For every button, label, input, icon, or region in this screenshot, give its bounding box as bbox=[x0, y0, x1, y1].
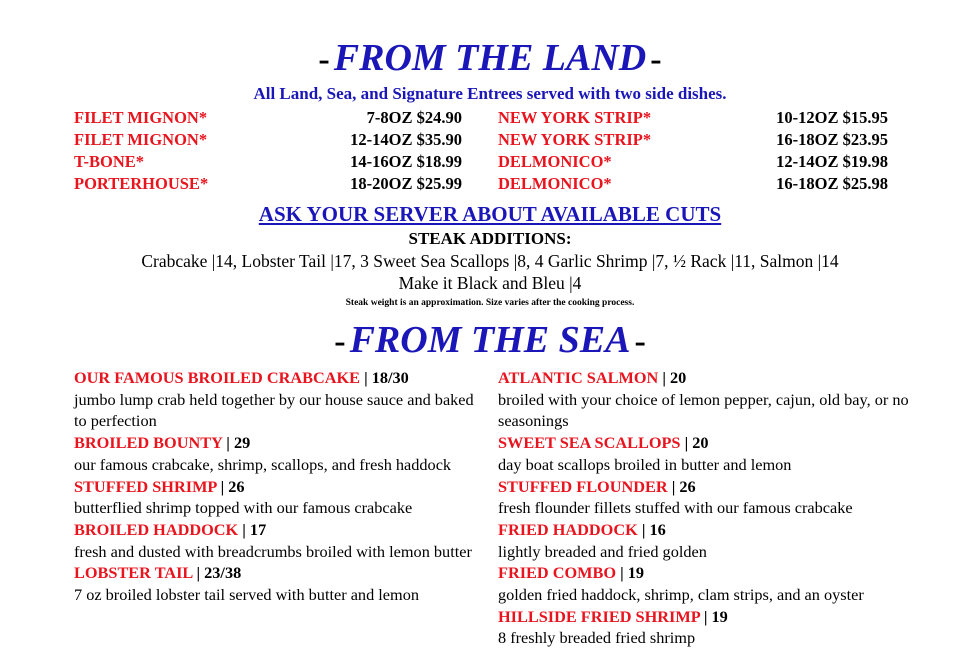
menu-item bbox=[498, 476, 928, 519]
steak-item bbox=[498, 173, 888, 195]
menu-item-description: jumbo lump crab held together by our house sauce and baked to perfection bbox=[74, 389, 474, 431]
steak-size-price: 12-14OZ $19.98 bbox=[776, 152, 888, 171]
steak-name: FILET MIGNON* bbox=[74, 130, 208, 149]
steak-name: NEW YORK STRIP* bbox=[498, 130, 652, 149]
menu-item-price: | 20 bbox=[662, 368, 687, 387]
menu-item bbox=[74, 432, 486, 475]
menu-item-name: FRIED COMBO bbox=[498, 563, 617, 583]
menu-item bbox=[74, 367, 486, 432]
menu-item bbox=[498, 432, 928, 475]
steak-item bbox=[74, 173, 462, 195]
menu-item-price: | 16 bbox=[641, 519, 666, 539]
steak-name: NEW YORK STRIP* bbox=[498, 108, 652, 127]
menu-item-price: | 19 bbox=[703, 606, 728, 626]
steak-item bbox=[74, 151, 462, 173]
land-title-text: FROM THE LAND bbox=[333, 37, 647, 79]
menu-item-description: fresh flounder fillets stuffed with our famous crabcake bbox=[498, 498, 853, 518]
steak-size-price: 16-18OZ $23.95 bbox=[776, 130, 888, 149]
sea-section-title bbox=[0, 318, 980, 362]
ask-server-note: ASK YOUR SERVER ABOUT AVAILABLE CUTS bbox=[258, 202, 722, 226]
menu-item-name: OUR FAMOUS BROILED CRABCAKE bbox=[74, 368, 360, 387]
sea-title-dash-left: - bbox=[334, 323, 346, 360]
steak-size-price: 18-20OZ $25.99 bbox=[350, 174, 462, 193]
menu-item-name: FRIED HADDOCK bbox=[498, 519, 638, 539]
menu-item-price: | 17 bbox=[242, 519, 267, 539]
steak-item bbox=[74, 129, 462, 151]
menu-item-description: golden fried haddock, shrimp, clam strips, and an oyster bbox=[498, 585, 864, 605]
steak-item bbox=[498, 107, 888, 129]
steak-additions-title: STEAK ADDITIONS: bbox=[408, 229, 572, 248]
steak-name: PORTERHOUSE* bbox=[74, 174, 209, 193]
menu-item bbox=[498, 606, 928, 649]
menu-item-description: lightly breaded and fried golden bbox=[498, 541, 707, 561]
steak-additions-black-bleu: Make it Black and Bleu |4 bbox=[398, 273, 582, 293]
menu-item-price: | 26 bbox=[671, 476, 696, 496]
menu-item-price: | 29 bbox=[226, 433, 251, 453]
steak-item bbox=[74, 107, 462, 129]
menu-item-name: LOBSTER TAIL bbox=[74, 563, 193, 583]
steak-additions-list: Crabcake |14, Lobster Tail |17, 3 Sweet Sea Scallops |8, 4 Garlic Shrimp |7, ½ Rack |11, Salmon |14 bbox=[141, 251, 839, 271]
menu-item-name: HILLSIDE FRIED SHRIMP bbox=[498, 606, 700, 626]
menu-item-name: BROILED HADDOCK bbox=[74, 519, 239, 539]
menu-item bbox=[498, 562, 928, 605]
steak-item bbox=[498, 151, 888, 173]
menu-item-name: BROILED BOUNTY bbox=[74, 433, 223, 453]
menu-item bbox=[498, 367, 928, 432]
sea-menu-left-column bbox=[74, 367, 486, 606]
menu-item-name: STUFFED SHRIMP bbox=[74, 476, 217, 496]
menu-item-price: | 20 bbox=[684, 433, 709, 453]
steak-name: DELMONICO* bbox=[498, 174, 612, 193]
land-title-dash-left: - bbox=[318, 41, 330, 78]
menu-item-description: broiled with your choice of lemon pepper, cajun, old bay, or no seasonings bbox=[498, 389, 909, 431]
menu-item-price: | 26 bbox=[220, 476, 245, 496]
menu-item-description: butterflied shrimp topped with our famous crabcake bbox=[74, 498, 413, 518]
steak-size-price: 10-12OZ $15.95 bbox=[776, 108, 888, 127]
menu-item-price: | 18/30 bbox=[364, 368, 409, 387]
menu-item-description: fresh and dusted with breadcrumbs broiled with lemon butter bbox=[74, 541, 472, 561]
steak-size-price: 7-8OZ $24.90 bbox=[366, 108, 462, 127]
steak-name: T-BONE* bbox=[74, 152, 144, 171]
menu-item-description: 7 oz broiled lobster tail served with butter and lemon bbox=[74, 585, 419, 605]
menu-item-description: our famous crabcake, shrimp, scallops, and fresh haddock bbox=[74, 454, 452, 474]
menu-item-name: STUFFED FLOUNDER bbox=[498, 476, 668, 496]
menu-item bbox=[74, 476, 486, 519]
land-section-title bbox=[0, 36, 980, 80]
menu-item-description: 8 freshly breaded fried shrimp bbox=[498, 628, 696, 648]
menu-item bbox=[498, 519, 928, 562]
steak-size-price: 12-14OZ $35.90 bbox=[350, 130, 462, 149]
steak-name: FILET MIGNON* bbox=[74, 108, 208, 127]
menu-item-price: | 23/38 bbox=[196, 563, 242, 583]
menu-item bbox=[74, 562, 486, 605]
steak-size-price: 14-16OZ $18.99 bbox=[350, 152, 462, 171]
steak-size-price: 16-18OZ $25.98 bbox=[776, 174, 888, 193]
land-title-dash-right: - bbox=[650, 41, 662, 78]
menu-item-price: | 19 bbox=[620, 563, 645, 583]
sea-title-text: FROM THE SEA bbox=[349, 319, 631, 361]
steak-item bbox=[498, 129, 888, 151]
menu-item bbox=[74, 519, 486, 562]
menu-item-name: ATLANTIC SALMON bbox=[498, 368, 659, 387]
menu-item-description: day boat scallops broiled in butter and lemon bbox=[498, 454, 792, 474]
sea-title-dash-right: - bbox=[634, 323, 646, 360]
menu-item-name: SWEET SEA SCALLOPS bbox=[498, 433, 681, 453]
sea-menu-right-column bbox=[498, 367, 928, 649]
side-dishes-note: All Land, Sea, and Signature Entrees served with two side dishes. bbox=[253, 84, 727, 103]
steak-name: DELMONICO* bbox=[498, 152, 612, 171]
steak-weight-disclaimer: Steak weight is an approximation. Size varies after the cooking process. bbox=[345, 298, 635, 308]
